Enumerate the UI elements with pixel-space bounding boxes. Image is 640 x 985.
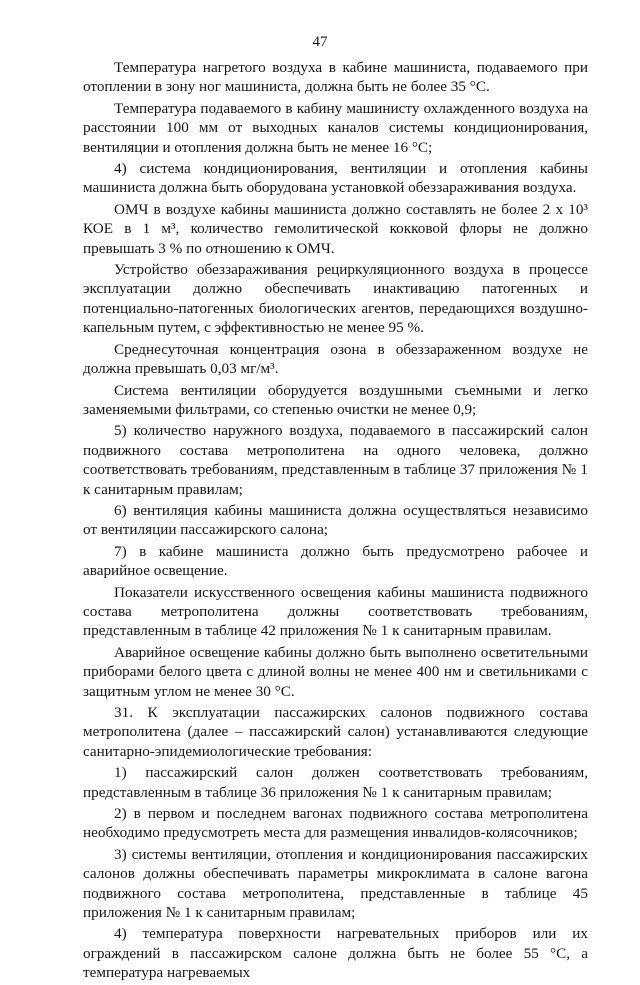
paragraph-item-7-lighting: 7) в кабине машиниста должно быть предусмотрено рабочее и аварийное освещение. xyxy=(83,542,588,580)
paragraph-ventilation-filters: Система вентиляции оборудуется воздушными съемными и легко заменяемыми фильтрами, со степенью очистки не менее 0,9; xyxy=(83,381,588,418)
paragraph-ozone-concentration: Среднесуточная концентрация озона в обеззараженном воздухе не должна превышать 0,03 мг/м³. xyxy=(83,340,588,378)
paragraph-heated-air-temperature: Температура нагретого воздуха в кабине машиниста, подаваемого при отоплении в зону ног машиниста, должна быть не более 35 °С. xyxy=(83,59,588,96)
paragraph-artificial-lighting: Показатели искусственного освещения кабины машиниста подвижного состава метрополитена должны соответствовать требованиям, представленным в таблице 42 приложения № 1 к санитарным правилам. xyxy=(83,583,588,640)
paragraph-item-6-cabin-ventilation: 6) вентиляция кабины машиниста должна осуществляться независимо от вентиляции пассажирского салона; xyxy=(83,501,588,539)
document-body xyxy=(83,58,588,985)
paragraph-cooled-air-temperature: Температура подаваемого в кабину машинисту охлажденного воздуха на расстоянии 100 мм от выходных каналов системы кондиционирования, вентиляции и отопления должна быть не менее 16 °С; xyxy=(83,99,588,156)
paragraph-item-2-wheelchair: 2) в первом и последнем вагонах подвижного состава метрополитена необходимо предусмотреть места для размещения инвалидов-колясочников; xyxy=(83,805,588,842)
page-number: 47 xyxy=(312,34,328,50)
paragraph-disinfection-device: Устройство обеззараживания рециркуляционного воздуха в процессе эксплуатации должно обеспечивать инактивацию патогенных и потенциально-патогенных биологических агентов, передающихся воздушно-капельным путем, с эффективностью не менее 95 %. xyxy=(83,261,588,337)
paragraph-item-4-heaters: 4) температура поверхности нагревательных приборов или их ограждений в пассажирском салоне должна быть не более 55 °С, а температура нагреваемых xyxy=(83,925,588,982)
paragraph-emergency-lighting: Аварийное освещение кабины должно быть выполнено осветительными приборами белого цвета с длиной волны не менее 400 нм и светильниками с защитным углом не менее 30 °С. xyxy=(83,643,588,700)
paragraph-item-4-disinfection: 4) система кондиционирования, вентиляции и отопления кабины машиниста должна быть оборудована установкой обеззараживания воздуха. xyxy=(83,160,588,197)
paragraph-section-31: 31. К эксплуатации пассажирских салонов подвижного состава метрополитена (далее – пассажирский салон) устанавливаются следующие санитарно-эпидемиологические требования: xyxy=(83,704,588,760)
paragraph-omch-limits: ОМЧ в воздухе кабины машиниста должно составлять не более 2 х 10³ КОЕ в 1 м³, количество гемолитической кокковой флоры не должно превышать 3 % по отношению к ОМЧ. xyxy=(83,200,588,257)
paragraph-item-1-salon: 1) пассажирский салон должен соответствовать требованиям, представленным в таблице 36 приложения № 1 к санитарным правилам; xyxy=(83,764,588,801)
paragraph-item-3-microclimate: 3) системы вентиляции, отопления и кондиционирования пассажирских салонов должны обеспечивать параметры микроклимата в салоне вагона подвижного состава метрополитена, представленные в таблице 45 приложения № 1 к санитарным правилам; xyxy=(83,845,588,922)
paragraph-item-5-outdoor-air: 5) количество наружного воздуха, подаваемого в пассажирский салон подвижного состава метрополитена на одного человека, должно соответствовать требованиям, представленным в таблице 37 приложения № 1 к санитарным правилам; xyxy=(83,422,588,498)
